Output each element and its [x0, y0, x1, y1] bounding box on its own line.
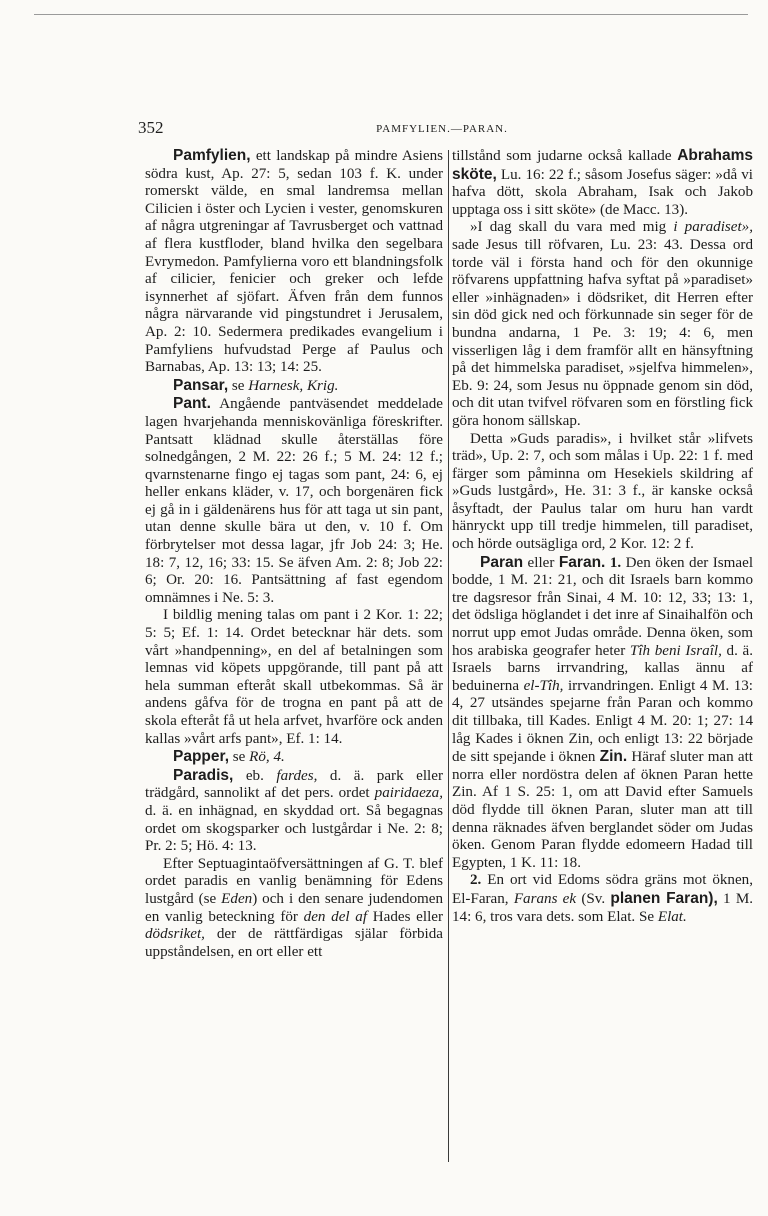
paragraph	[452, 872, 753, 926]
foreign-word: fardes,	[276, 767, 318, 784]
cross-reference: Harnesk, Krig.	[248, 377, 339, 394]
entry-pansar	[145, 377, 443, 396]
headword-faran: Faran.	[558, 553, 606, 571]
italic-term: i paradiset»,	[673, 219, 753, 236]
entry-paran	[452, 554, 753, 873]
column-divider	[448, 150, 449, 1162]
page-number: 352	[138, 118, 164, 137]
headword-paran: Paran	[480, 553, 524, 571]
entry-text: d. ä. Israels barns irrvandring, kallas ännu af beduinerna	[452, 642, 754, 694]
entry-text: eller	[523, 554, 559, 571]
headword-planen-faran: planen Faran),	[610, 889, 718, 907]
entry-text: Efter Septuagintaöfversättningen af G. T. blef ordet paradis en vanlig benämning för Edens lustgård (se	[145, 855, 443, 907]
cross-reference: Rö, 4.	[249, 749, 285, 766]
cross-reference: Elat.	[657, 908, 687, 925]
cross-reference: Eden	[221, 890, 253, 907]
headword-abrahams-skote: Abrahams sköte,	[452, 147, 753, 183]
entry-text: d. ä. park eller trädgård, sannolikt af det pers. ordet	[145, 767, 443, 802]
paragraph: Detta »Guds paradis», i hvilket står »lifvets träd», Up. 2: 7, och som målas i Up. 22: 1 f. med färger som påminna om Hesekiels skildring af »Guds lustgård», He. 31: 3 f., är kanske också åsyftadt, der Paulus talar om huru han vardt hänryckt upp till tredje himmelen, till paradiset, och hörde outsägliga ord, 2 Kor. 12: 2 f.	[452, 430, 753, 553]
entry-text: irrvandringen. Enligt 4 M. 13: 4, 27 utsändes spejarne från Paran och kommo dit tillbaka, till Kades. Enligt 4 M. 20: 1; 27: 14 låg Kades i öknen Zin, och enligt 13: 22 började de sitt spejande i öknen	[452, 677, 754, 766]
italic-term: den del af	[303, 908, 368, 925]
headword-zin: Zin.	[599, 748, 628, 766]
entry-paradis	[145, 767, 443, 856]
entry-text: En ort vid Edoms södra gräns mot öknen, El-Faran,	[452, 872, 753, 907]
entry-text: Den öken der Ismael bodde, 1 M. 21: 21, och dit Israels barn kommo tre dagsresor från Sinai, 4 M. 10: 12, 33; 13: 1, det ödsliga höglandet i det inre af Sinaihalfön och norrut upp emot Judas område. Denna öken, som hos arabiska geografer heter	[452, 554, 754, 659]
foreign-word: pairidaeza,	[374, 785, 443, 802]
entry-text: (Sv.	[576, 890, 611, 907]
italic-term: dödsriket,	[145, 926, 205, 943]
entry-pamfylien	[145, 147, 443, 377]
paragraph	[145, 856, 443, 962]
headword-pansar: Pansar,	[173, 376, 229, 394]
entry-text: der de rättfärdigas själar förbida uppståndelsen, en ort eller ett	[145, 926, 443, 960]
paragraph: I bildlig mening talas om pant i 2 Kor. 1: 22; 5: 5; Ef. 1: 14. Ordet betecknar här dets. som vårt »handpenning», en del af betalningen som lemnas vid köpets uppgörande, till pant på att hela summan efteråt skall utbekommas. Så är andens gåfva för de trogna en pant på att de skola efteråt få ut hela arfvet, hvarföre ock anden kallas »vårt arfs pant», Ef. 1: 14.	[145, 607, 443, 747]
top-rule	[34, 14, 748, 15]
italic-term: Farans ek	[513, 890, 577, 907]
headword-papper: Papper,	[173, 748, 229, 766]
left-column	[145, 147, 443, 1160]
running-head: PAMFYLIEN.—PARAN.	[376, 123, 508, 135]
entry-text: 1 M. 14: 6, tros vara dets. som Elat. Se	[452, 890, 754, 925]
entry-pant	[145, 395, 443, 607]
sense-number: 1.	[605, 554, 622, 571]
page-header	[138, 118, 746, 142]
headword-pant: Pant.	[173, 395, 211, 413]
entry-text: ) och i den senare judendomen en vanlig beteckning för	[145, 890, 443, 925]
entry-text: Lu. 16: 22 f.; såsom Josefus säger: »då vi hafva dött, skola Abraham, Isak och Jakob upptaga oss i sitt sköte» (de Macc. 13).	[452, 166, 753, 218]
entry-text: »I dag skall du vara med mig	[470, 219, 674, 236]
entry-text: se	[228, 377, 249, 394]
entry-text: Häraf sluter man att norra eller nordöstra delen af öknen Paran hette Zin. Af 1 S. 25: 1, om att David efter Samuels död flydde till öknen Paran, sluter man att till denna räknades äfven berglandet söder om Judas öken. Genom Paran flydde edomeern Hadad till Egypten, 1 K. 11: 18.	[452, 749, 753, 871]
headword-pamfylien: Pamfylien,	[173, 147, 251, 164]
entry-text: ett landskap på mindre Asiens södra kust, Ap. 27: 5, sedan 103 f. K. under romerskt välde, en smal landremsa mellan Cilicien i öster och Lycien i vester, genomskuren af några utgreningar af Tavrusberget och vattnad af flera kustfloder, bland hvilka den segelbara Evrymedon. Pamfylierna voro ett blandningsfolk af cilicier, fenicier och greker och lefde isynnerhet af sjöfart. Äfven från dem funnos några närvarande vid pingstundret i Jerusalem, Ap. 2: 10. Sedermera predikades evangelium i Pamfyliens hufvudstad Perge af Paulus och Barnabas, Ap. 13: 13; 14: 25.	[145, 148, 443, 376]
entry-text: Hades eller	[367, 908, 443, 925]
right-column	[452, 147, 753, 1160]
entry-text: tillstånd som judarne också kallade	[452, 148, 678, 164]
entry-text: eb.	[233, 767, 277, 784]
sense-number: 2.	[470, 872, 482, 889]
entry-text: sade Jesus till röfvaren, Lu. 23: 43. Dessa ord torde väl i första hand och för den okunnige röfvarens uppfattning hafva syftat på »paradiset» eller »inhägnaden» i dödsriket, dit Herren efter sin död gick ned och förkunnade sin seger för de bundna andarna, 1 Pe. 3: 19; 4: 6, men visserligen låg i dem framför allt en hänsyftning på det himmelska paradiset, »sjelfva himmelen», Eb. 9: 24, som Jesus nu öppnade genom sin död, och dit utan tvifvel röfvaren som en förstling fick göra honom sällskap.	[452, 236, 753, 429]
entry-papper	[145, 748, 443, 767]
foreign-word: Tîh beni Israîl,	[629, 642, 722, 659]
paragraph	[452, 219, 753, 430]
headword-paradis: Paradis,	[173, 766, 234, 784]
entry-text: d. ä. en inhägnad, en skyddad ort. Så begagnas ordet om skogsparker och lustgårdar i Ne. 2: 8; Pr. 2: 5; Hö. 4: 13.	[145, 802, 443, 855]
paragraph-continued	[452, 147, 753, 219]
entry-text: Angående pantväsendet meddelade lagen hvarjehanda menniskovänliga föreskrifter. Pantsatt klädnad skulle återställas före solnedgången, 2 M. 22: 26 f.; 5 M. 24: 12 f.; qvarnstenarne fingo ej tagas som pant, 24: 6, ej heller enkans kläder, v. 17, och borgenären fick ej gå in i gäldenärens hus för att taga ut sin pant, utan denne skulle bära ut den, v. 10 f. Om förbrytelser mot dessa lagar, jfr Job 24: 3; He. 18: 7, 12, 16; 33: 15. Se äfven Am. 2: 8; Job 22: 6; Or. 20: 16. Pantsättning af fast egendom omnämnes i Ne. 5: 3.	[145, 396, 443, 606]
foreign-word: el-Tîh,	[523, 677, 564, 694]
entry-text: se	[229, 749, 250, 766]
